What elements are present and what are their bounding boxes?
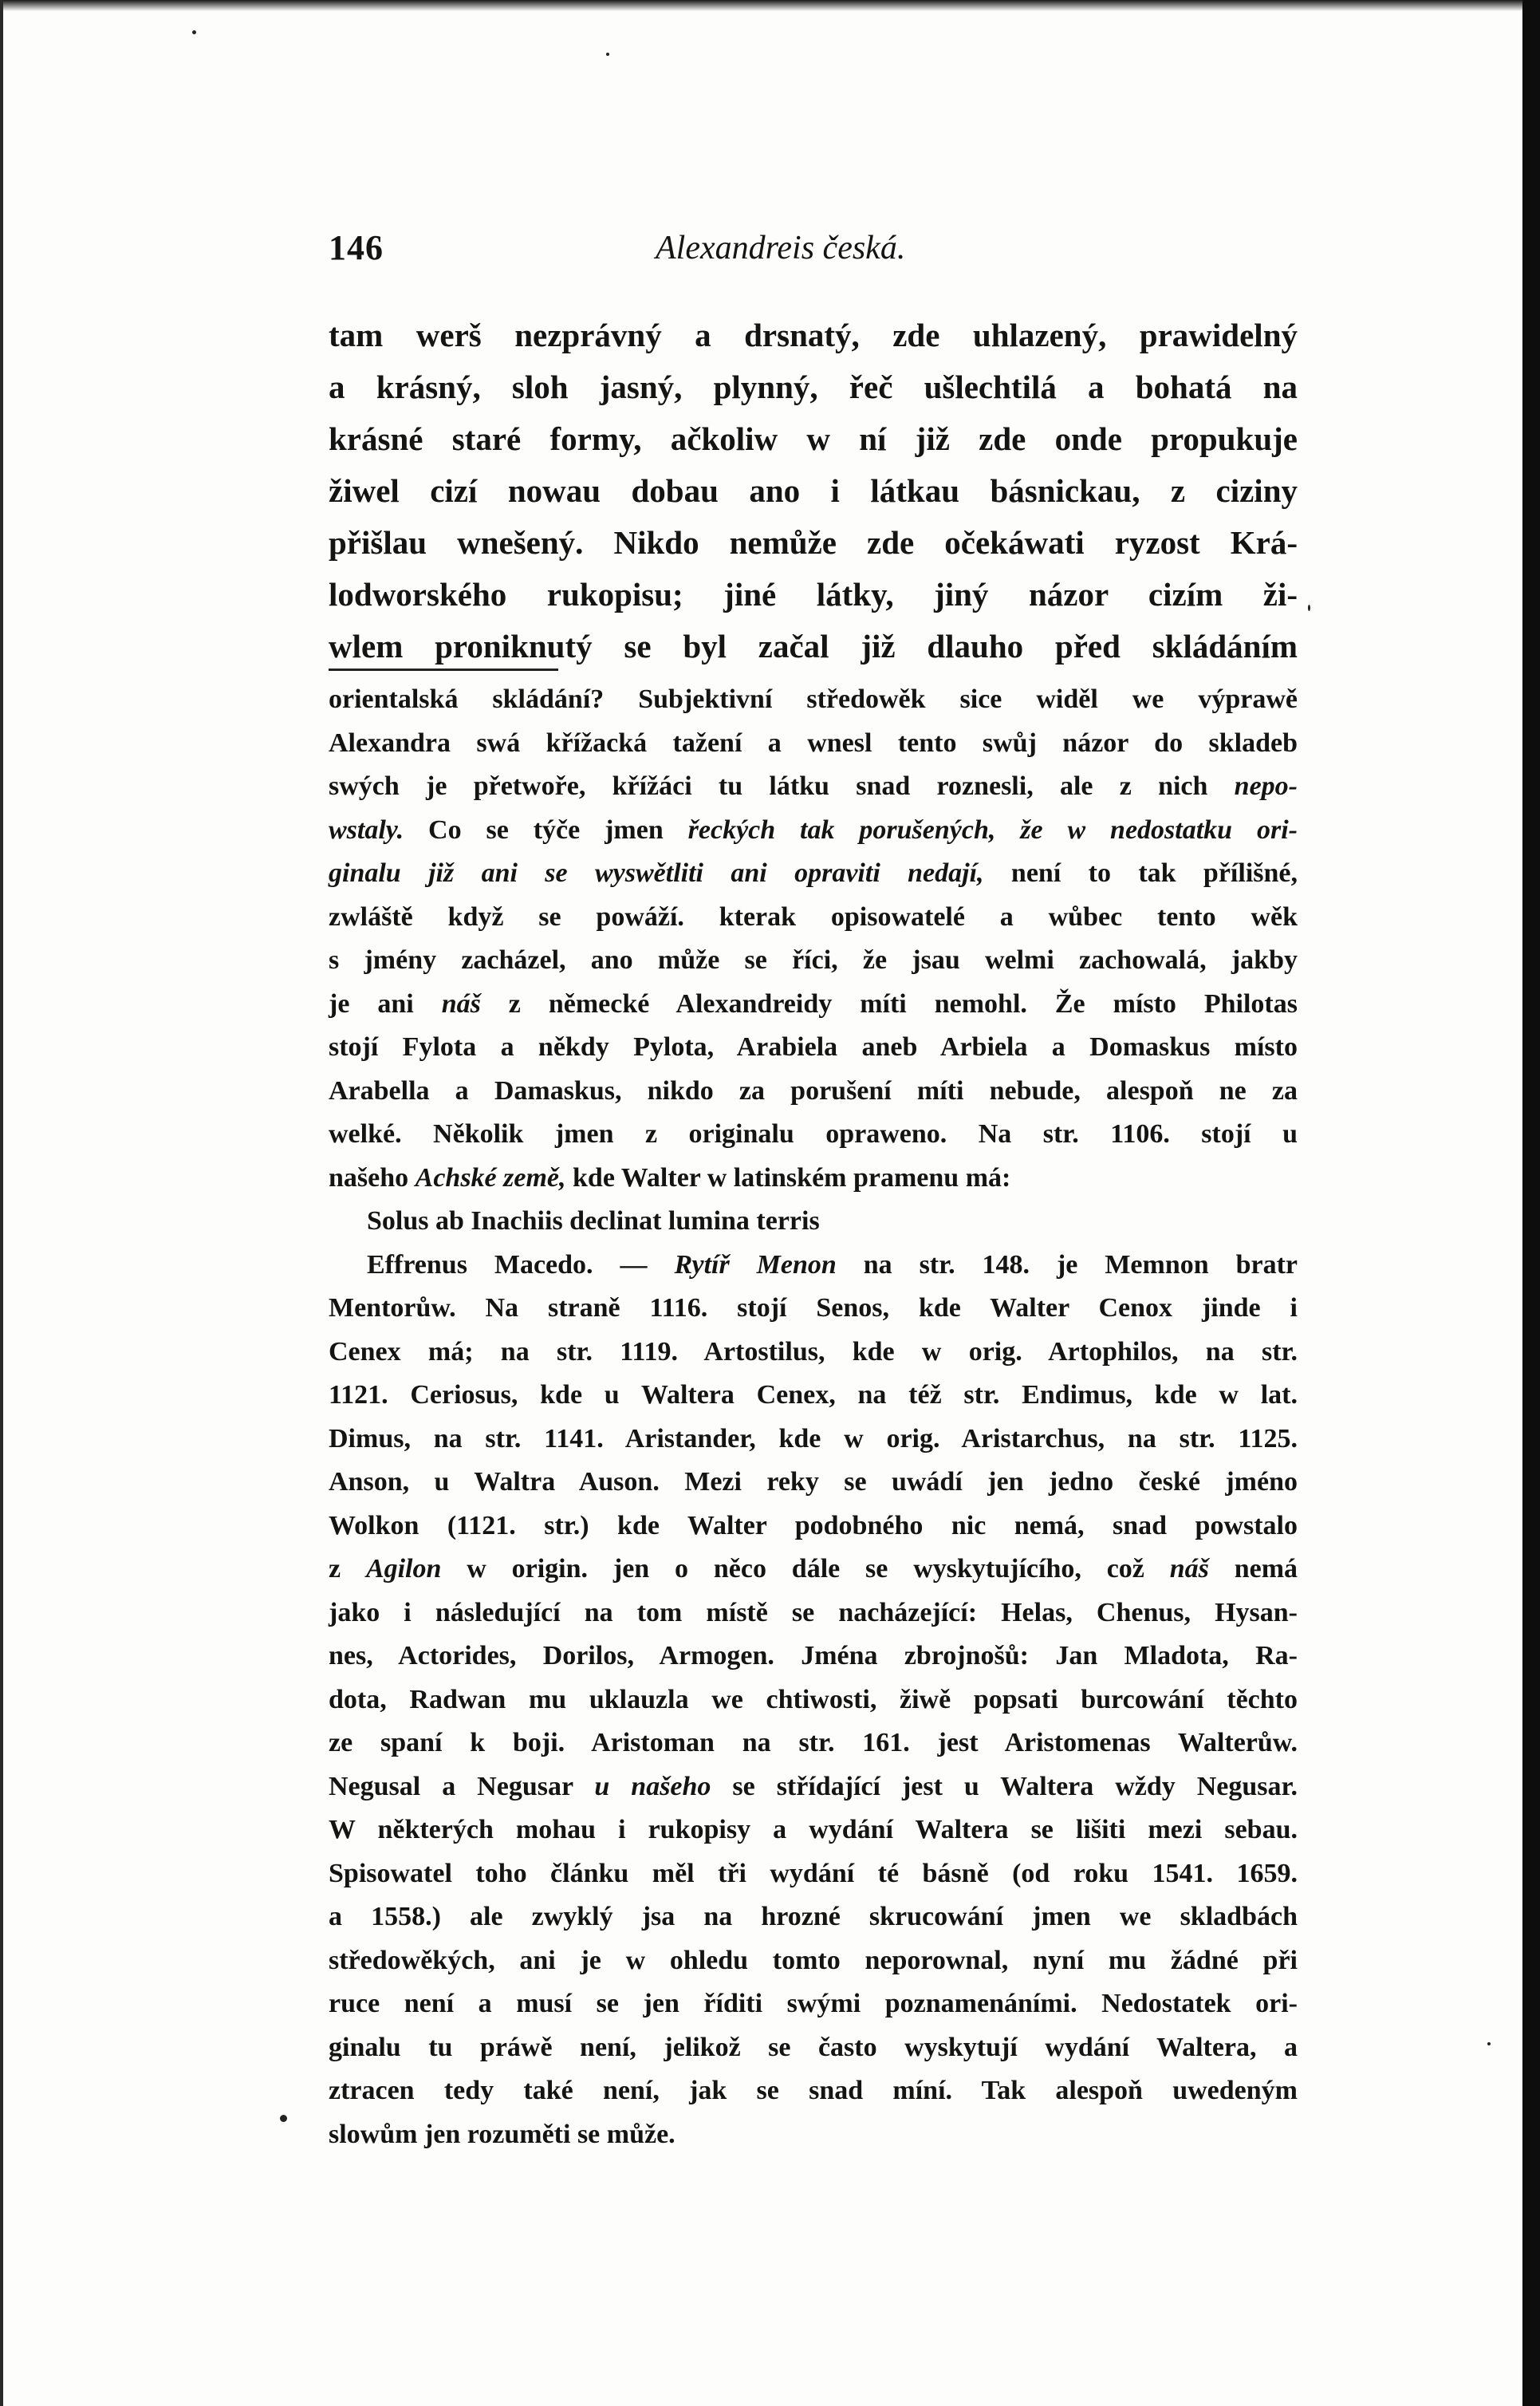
- footnote-line: Wolkon (1121. str.) kde Walter podobného nic nemá, snad powstalo: [329, 1510, 1298, 1540]
- footnote-segment: z německé Alexandreidy míti nemohl. Že místo Philotas: [480, 988, 1298, 1019]
- footnote-line: [329, 983, 1298, 1027]
- text-line: tam werš nezprávný a drsnatý, zde uhlazený, prawidelný: [329, 317, 1298, 353]
- footnote-line: nes, Actorides, Dorilos, Armogen. Jména zbrojnošů: Jan Mladota, Ra-: [329, 1641, 1298, 1670]
- italic-segment: ginalu již ani se wyswětliti ani opraviti nedají,: [329, 858, 984, 888]
- footnote-line: slowům jen rozuměti se může.: [329, 2119, 675, 2149]
- footnote-line: [329, 1157, 1298, 1201]
- footnote-line: Spisowatel toho článku měl tři wydání té básně (od roku 1541. 1659.: [329, 1858, 1298, 1888]
- scan-shadow-right: [1522, 0, 1540, 2406]
- footnote-line: [329, 1244, 1298, 1288]
- page-header: [329, 227, 1298, 275]
- footnote-line: [329, 1765, 1298, 1809]
- footnote-line: stojí Fylota a někdy Pylota, Arabiela aneb Arbiela a Domaskus místo: [329, 1032, 1298, 1062]
- footnote-line: [329, 765, 1298, 809]
- italic-segment: Achské země,: [415, 1162, 566, 1193]
- footnote-segment: Co se týče jmen: [404, 814, 688, 845]
- footnote-line: ze spaní k boji. Aristoman na str. 161. jest Aristomenas Walterůw.: [329, 1728, 1298, 1757]
- footnote-segment: našeho: [329, 1162, 416, 1193]
- footnote-segment: w origin. jen o něco dále se wyskytujícího, což: [441, 1554, 1170, 1584]
- scan-speck: [1487, 2042, 1491, 2045]
- scan-speck: [192, 30, 196, 34]
- scan-shadow-left: [0, 0, 3, 2406]
- footnote-segment: z: [329, 1554, 366, 1584]
- footnote-line: středowěkých, ani je w ohledu tomto neporownal, nyní mu žádné při: [329, 1945, 1298, 1975]
- page-number: 146: [329, 228, 384, 267]
- book-page: [329, 0, 1298, 2406]
- footnote-segment: Negusal a Negusar: [329, 1771, 595, 1801]
- footnote-line: Anson, u Waltra Auson. Mezi reky se uwádí jen jedno české jméno: [329, 1467, 1298, 1497]
- scan-speck: [280, 2115, 287, 2122]
- verse-quote: Solus ab Inachiis declinat lumina terris: [367, 1206, 820, 1236]
- italic-segment: nepo-: [1234, 771, 1298, 801]
- footnote-line: [329, 809, 1298, 853]
- italic-segment: Rytíř Menon: [674, 1249, 837, 1280]
- footnote-segment: nemá: [1208, 1554, 1298, 1584]
- footnote-line: zwláště když se powáží. kterak opisowatelé a wůbec tento wěk: [329, 901, 1298, 932]
- footnote-line: Cenex má; na str. 1119. Artostilus, kde w orig. Artophilos, na str.: [329, 1336, 1298, 1367]
- text-line: žiwel cizí nowau dobau ano i látkau básnickau, z ciziny: [329, 472, 1298, 509]
- main-text: [329, 310, 1298, 672]
- footnote-segment: není to tak přílišné,: [983, 858, 1298, 888]
- footnote-line: [329, 1548, 1298, 1592]
- italic-segment: wstaly.: [329, 814, 404, 845]
- running-title: Alexandreis česká.: [656, 230, 906, 266]
- text-line: přišlau wnešený. Nikdo nemůže zde očekáwati ryzost Krá-: [329, 524, 1298, 561]
- footnote-line: Alexandra swá křížacká tažení a wnesl tento swůj názor do skladeb: [329, 728, 1298, 758]
- footnote-rule: [329, 669, 558, 671]
- italic-segment: Agilon: [365, 1554, 442, 1584]
- footnote-segment: Effrenus Macedo. —: [367, 1249, 675, 1280]
- footnote-line: dota, Radwan mu uklauzla we chtiwosti, žiwě popsati burcowání těchto: [329, 1684, 1298, 1714]
- text-line: a krásný, sloh jasný, plynný, řeč ušlechtilá a bohatá na: [329, 369, 1298, 405]
- footnote-segment: na str. 148. je Memnon bratr: [836, 1249, 1298, 1280]
- italic-segment: náš: [441, 988, 481, 1019]
- footnote-segment: se střídající jest u Waltera wždy Negusar.: [711, 1771, 1298, 1801]
- footnote-line: s jmény zacházel, ano může se říci, že jsau welmi zachowalá, jakby: [329, 945, 1298, 975]
- footnote-line: ruce není a musí se jen říditi swými poznamenáními. Nedostatek ori-: [329, 1989, 1298, 2018]
- text-line: lodworského rukopisu; jiné látky, jiný názor cizím ži-: [329, 576, 1298, 613]
- footnote-line: Dimus, na str. 1141. Aristander, kde w orig. Aristarchus, na str. 1125.: [329, 1423, 1298, 1453]
- footnote-segment: swých je přetwoře, křížáci tu látku snad roznesli, ale z nich: [329, 771, 1235, 801]
- footnote-line: W některých mohau i rukopisy a wydání Waltera se lišiti mezi sebau.: [329, 1815, 1298, 1844]
- footnote-line: Mentorůw. Na straně 1116. stojí Senos, kde Walter Cenox jinde i: [329, 1293, 1298, 1323]
- footnote-line: jako i následující na tom místě se nacházející: Helas, Chenus, Hysan-: [329, 1597, 1298, 1627]
- text-line: krásné staré formy, ačkoliw w ní již zde onde propukuje: [329, 420, 1298, 457]
- footnote-line: welké. Několik jmen z originalu oprawenо. Na str. 1106. stojí u: [329, 1119, 1298, 1149]
- italic-segment: náš: [1169, 1554, 1209, 1584]
- text-line: wlem proniknutý se byl začal již dlauho před skládáním: [329, 628, 1298, 665]
- footnote-line: ginalu tu práwě není, jelikož se často wyskytují wydání Waltera, a: [329, 2032, 1298, 2062]
- scan-speck: [1308, 605, 1310, 611]
- italic-segment: řeckých tak porušených, že w nedostatku ori-: [687, 814, 1298, 845]
- footnote-line: 1121. Ceriosus, kde u Waltera Cenex, na též str. Endimus, kde w lat.: [329, 1380, 1298, 1410]
- footnote-text: [329, 678, 1298, 2156]
- italic-segment: u našeho: [594, 1771, 711, 1801]
- footnote-line: orientalská skládání? Subjektivní středowěk sice widěl we výprawě: [329, 684, 1298, 714]
- footnote-line: ztracen tedy také není, jak se snad míní. Tak alespoň uwedeným: [329, 2076, 1298, 2105]
- footnote-line: Arabella a Damaskus, nikdo za porušení míti nebude, alespoň ne za: [329, 1075, 1298, 1106]
- footnote-line: [329, 852, 1298, 896]
- footnote-segment: kde Walter w latinském pramenu má:: [565, 1162, 1011, 1193]
- footnote-segment: je ani: [329, 988, 442, 1019]
- footnote-line: a 1558.) ale zwyklý jsa na hrozné skrucowání jmen we skladbách: [329, 1902, 1298, 1931]
